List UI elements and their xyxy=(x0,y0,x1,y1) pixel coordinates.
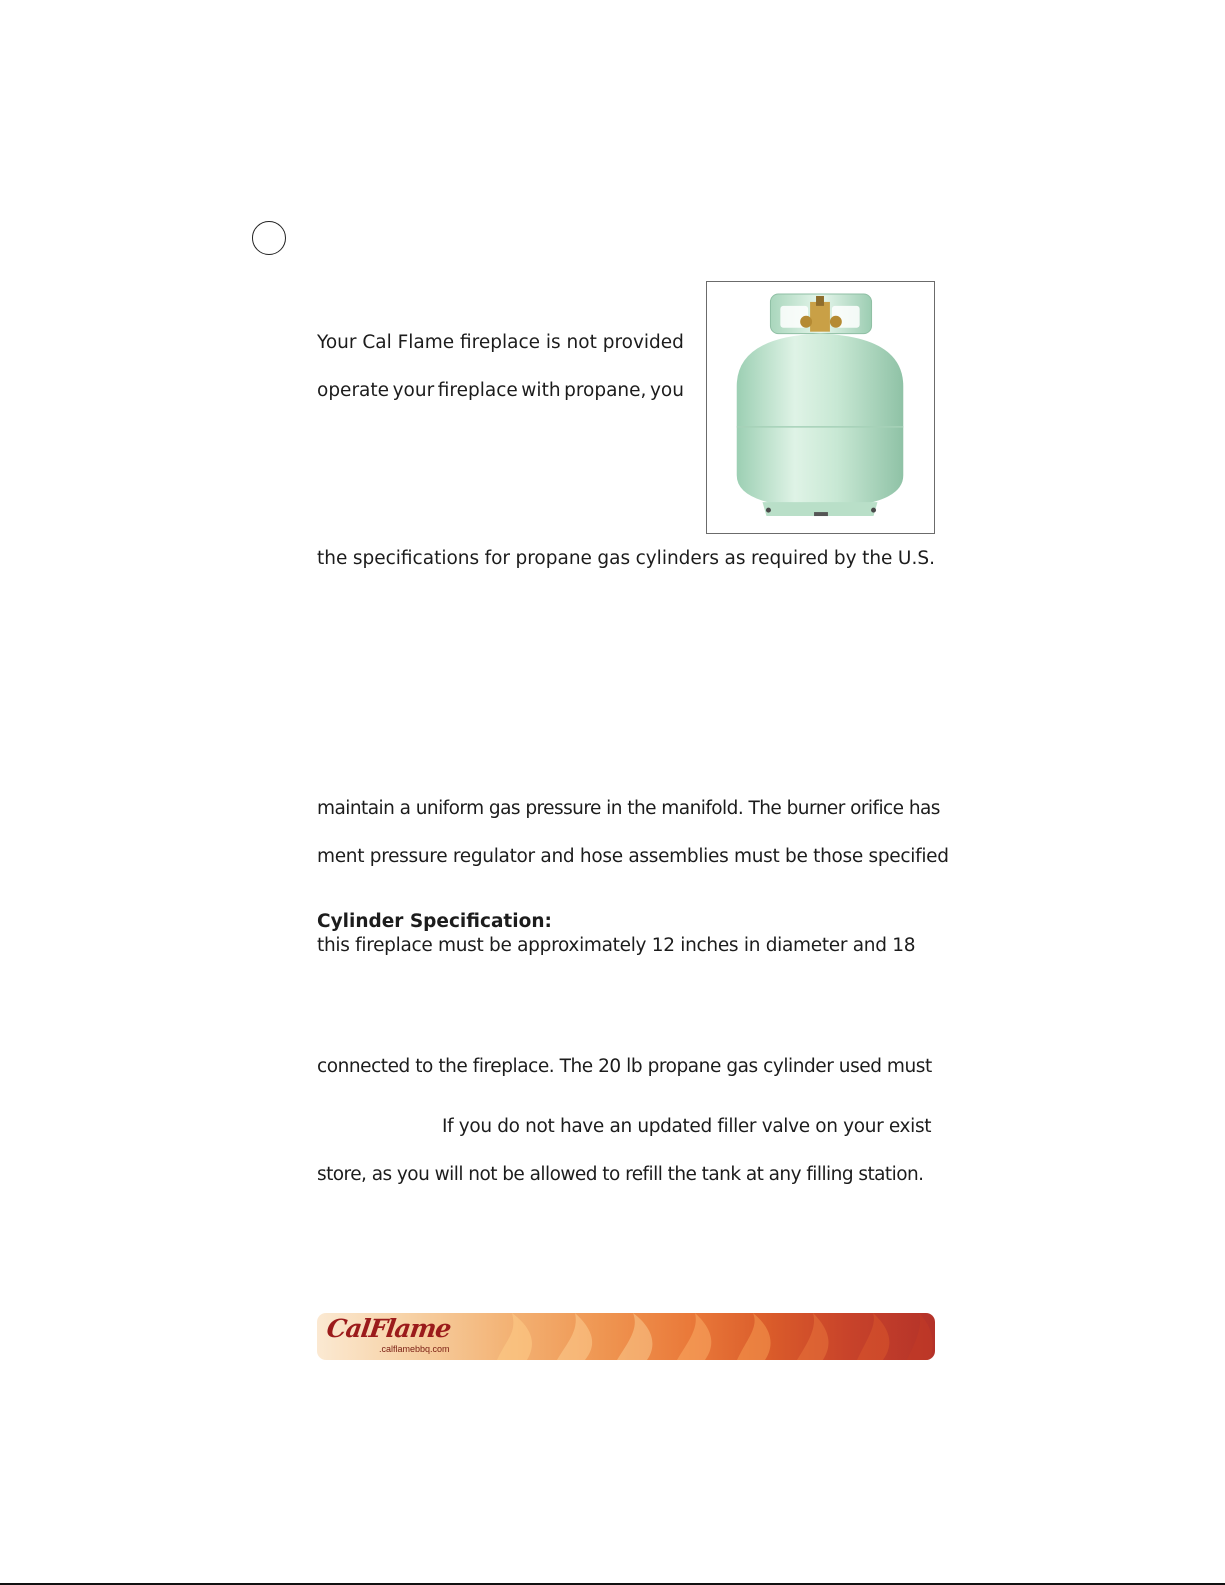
cylinder-spec-line2: connected to the fireplace. The 20 lb propane gas cylinder used must xyxy=(317,1056,932,1077)
word: cylinders xyxy=(635,548,720,569)
word: U.S. xyxy=(897,548,935,569)
word: the xyxy=(317,548,348,569)
paragraph1-line3 xyxy=(317,547,935,571)
word: fireplace xyxy=(437,380,518,401)
propane-tank-photo xyxy=(706,281,935,534)
word: is xyxy=(545,332,561,353)
cylinder-spec-line1: this fireplace must be approximately 12 inches in diameter and 18 xyxy=(317,935,916,956)
paragraph1-line2 xyxy=(317,379,684,403)
word: provided xyxy=(602,332,684,353)
word: Flame xyxy=(397,332,455,353)
word: not xyxy=(566,332,597,353)
word: as xyxy=(724,548,746,569)
word: propane, xyxy=(564,380,647,401)
website-url: .calflamebbq.com xyxy=(379,1344,450,1354)
word: the xyxy=(862,548,893,569)
word: Your xyxy=(317,332,357,353)
word: Cal xyxy=(362,332,392,353)
word: you xyxy=(649,380,684,401)
word: by xyxy=(833,548,857,569)
cylinder-spec-line3: If you do not have an updated filler valve on your exist xyxy=(442,1116,932,1137)
word: your xyxy=(392,380,435,401)
calflame-logo: CalFlame xyxy=(324,1314,453,1343)
word: fireplace xyxy=(460,332,541,353)
word: operate xyxy=(317,380,390,401)
word: required xyxy=(750,548,829,569)
cylinder-spec-heading: Cylinder Specification: xyxy=(317,911,552,932)
word: for xyxy=(484,548,511,569)
paragraph1-line1 xyxy=(317,331,684,355)
word: specifications xyxy=(352,548,480,569)
word: gas xyxy=(597,548,631,569)
paragraph2-line2: ment pressure regulator and hose assemblies must be those specified xyxy=(317,846,949,867)
propane-tank-icon xyxy=(707,282,934,533)
word: with xyxy=(521,380,561,401)
word: propane xyxy=(515,548,592,569)
footer-banner xyxy=(317,1313,935,1360)
paragraph2-line1: maintain a uniform gas pressure in the manifold. The burner orifice has xyxy=(317,798,940,819)
cylinder-spec-line4: store, as you will not be allowed to refill the tank at any filling station. xyxy=(317,1164,924,1185)
page-number-circle xyxy=(252,221,286,255)
